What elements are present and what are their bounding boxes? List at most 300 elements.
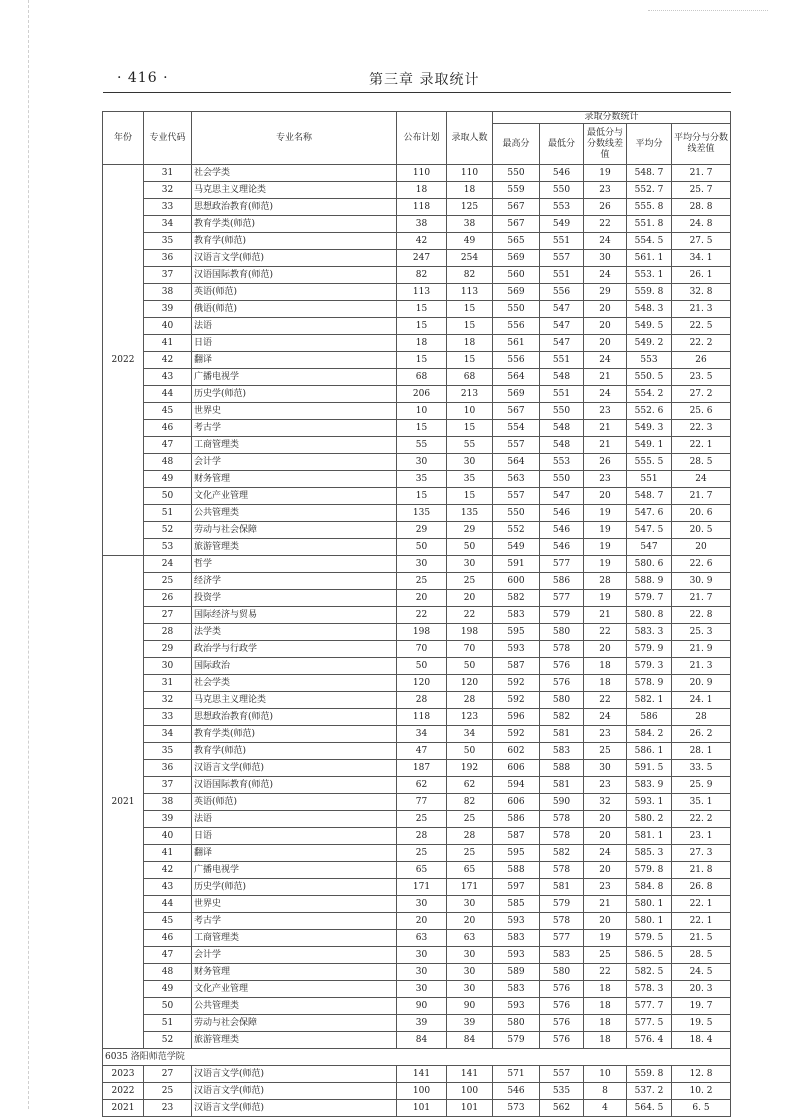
- plan-cell: 15: [397, 318, 447, 335]
- avg-diff-cell: 34. 1: [672, 250, 731, 267]
- min-score-cell: 547: [540, 335, 584, 352]
- avg-score-cell: 591. 5: [627, 760, 672, 777]
- min-diff-cell: 25: [584, 947, 627, 964]
- avg-diff-cell: 22. 1: [672, 437, 731, 454]
- admitted-cell: 22: [447, 607, 493, 624]
- max-score-cell: 556: [493, 352, 540, 369]
- major-name-cell: 劳动与社会保障: [192, 522, 397, 539]
- school-name: 6035 洛阳师范学院: [103, 1049, 731, 1066]
- avg-diff-cell: 21. 8: [672, 862, 731, 879]
- min-score-cell: 547: [540, 488, 584, 505]
- min-score-cell: 582: [540, 845, 584, 862]
- min-score-cell: 557: [540, 250, 584, 267]
- avg-score-cell: 548. 7: [627, 165, 672, 182]
- min-diff-cell: 21: [584, 420, 627, 437]
- avg-diff-cell: 21. 3: [672, 301, 731, 318]
- table-row: [103, 454, 731, 471]
- table-row: [103, 369, 731, 386]
- avg-diff-cell: 20. 5: [672, 522, 731, 539]
- plan-cell: 50: [397, 658, 447, 675]
- major-code-cell: 23: [144, 1100, 192, 1117]
- min-diff-cell: 32: [584, 794, 627, 811]
- admitted-cell: 15: [447, 420, 493, 437]
- major-name-cell: 历史学(师范): [192, 386, 397, 403]
- major-name-cell: 汉语国际教育(师范): [192, 267, 397, 284]
- major-name-cell: 投资学: [192, 590, 397, 607]
- max-score-cell: 559: [493, 182, 540, 199]
- min-score-cell: 546: [540, 505, 584, 522]
- min-diff-cell: 30: [584, 250, 627, 267]
- major-name-cell: 英语(师范): [192, 284, 397, 301]
- avg-diff-cell: 21. 5: [672, 930, 731, 947]
- major-code-cell: 28: [144, 624, 192, 641]
- min-diff-cell: 20: [584, 641, 627, 658]
- table-row: [103, 998, 731, 1015]
- max-score-cell: 587: [493, 658, 540, 675]
- avg-score-cell: 579. 3: [627, 658, 672, 675]
- major-code-cell: 46: [144, 420, 192, 437]
- table-row: [103, 216, 731, 233]
- max-score-cell: 589: [493, 964, 540, 981]
- major-name-cell: 教育学类(师范): [192, 216, 397, 233]
- avg-diff-cell: 26. 2: [672, 726, 731, 743]
- plan-cell: 171: [397, 879, 447, 896]
- admitted-cell: 28: [447, 692, 493, 709]
- table-row: [103, 471, 731, 488]
- plan-cell: 47: [397, 743, 447, 760]
- max-score-cell: 557: [493, 437, 540, 454]
- plan-cell: 30: [397, 947, 447, 964]
- avg-diff-cell: 26: [672, 352, 731, 369]
- major-name-cell: 思想政治教育(师范): [192, 199, 397, 216]
- min-diff-cell: 19: [584, 505, 627, 522]
- min-diff-cell: 8: [584, 1083, 627, 1100]
- table-row: [103, 182, 731, 199]
- min-diff-cell: 19: [584, 930, 627, 947]
- table-row: [103, 896, 731, 913]
- table-row: [103, 284, 731, 301]
- major-code-cell: 33: [144, 199, 192, 216]
- table-row: [103, 1015, 731, 1032]
- plan-cell: 198: [397, 624, 447, 641]
- major-code-cell: 42: [144, 862, 192, 879]
- plan-cell: 187: [397, 760, 447, 777]
- major-name-cell: 国际政治: [192, 658, 397, 675]
- min-score-cell: 579: [540, 896, 584, 913]
- min-diff-cell: 26: [584, 454, 627, 471]
- major-name-cell: 汉语言文学(师范): [192, 1100, 397, 1117]
- plan-cell: 29: [397, 522, 447, 539]
- admitted-cell: 100: [447, 1083, 493, 1100]
- min-score-cell: 576: [540, 981, 584, 998]
- admitted-cell: 18: [447, 335, 493, 352]
- major-code-cell: 39: [144, 811, 192, 828]
- major-name-cell: 经济学: [192, 573, 397, 590]
- major-name-cell: 考古学: [192, 913, 397, 930]
- min-diff-cell: 20: [584, 862, 627, 879]
- header-max: 最高分: [493, 124, 540, 165]
- major-name-cell: 公共管理类: [192, 505, 397, 522]
- table-row: [103, 199, 731, 216]
- max-score-cell: 596: [493, 709, 540, 726]
- admitted-cell: 15: [447, 301, 493, 318]
- max-score-cell: 554: [493, 420, 540, 437]
- admitted-cell: 30: [447, 556, 493, 573]
- admitted-cell: 25: [447, 811, 493, 828]
- max-score-cell: 556: [493, 318, 540, 335]
- avg-score-cell: 585. 3: [627, 845, 672, 862]
- table-row: [103, 811, 731, 828]
- chapter-title: 第三章 录取统计: [369, 72, 480, 88]
- major-name-cell: 工商管理类: [192, 930, 397, 947]
- max-score-cell: 569: [493, 284, 540, 301]
- major-code-cell: 37: [144, 267, 192, 284]
- max-score-cell: 564: [493, 454, 540, 471]
- major-name-cell: 工商管理类: [192, 437, 397, 454]
- min-diff-cell: 25: [584, 743, 627, 760]
- plan-cell: 34: [397, 726, 447, 743]
- avg-diff-cell: 26. 1: [672, 267, 731, 284]
- min-diff-cell: 22: [584, 692, 627, 709]
- avg-score-cell: 551. 8: [627, 216, 672, 233]
- min-score-cell: 577: [540, 930, 584, 947]
- min-diff-cell: 24: [584, 352, 627, 369]
- avg-score-cell: 579. 8: [627, 862, 672, 879]
- major-name-cell: 法语: [192, 811, 397, 828]
- max-score-cell: 557: [493, 488, 540, 505]
- plan-cell: 38: [397, 216, 447, 233]
- max-score-cell: 579: [493, 1032, 540, 1049]
- avg-diff-cell: 24. 1: [672, 692, 731, 709]
- avg-score-cell: 547. 5: [627, 522, 672, 539]
- max-score-cell: 564: [493, 369, 540, 386]
- major-code-cell: 44: [144, 386, 192, 403]
- min-diff-cell: 30: [584, 760, 627, 777]
- table-row: [103, 420, 731, 437]
- avg-diff-cell: 22. 5: [672, 318, 731, 335]
- min-diff-cell: 24: [584, 845, 627, 862]
- year-cell: 2022: [103, 1083, 144, 1100]
- min-score-cell: 557: [540, 1066, 584, 1083]
- admitted-cell: 18: [447, 182, 493, 199]
- table-row: [103, 403, 731, 420]
- major-name-cell: 政治学与行政学: [192, 641, 397, 658]
- major-name-cell: 汉语言文学(师范): [192, 760, 397, 777]
- major-name-cell: 哲学: [192, 556, 397, 573]
- major-name-cell: 考古学: [192, 420, 397, 437]
- max-score-cell: 583: [493, 607, 540, 624]
- min-diff-cell: 20: [584, 301, 627, 318]
- plan-cell: 18: [397, 335, 447, 352]
- min-diff-cell: 20: [584, 811, 627, 828]
- max-score-cell: 565: [493, 233, 540, 250]
- min-score-cell: 582: [540, 709, 584, 726]
- year-cell: 2021: [103, 1100, 144, 1117]
- major-code-cell: 24: [144, 556, 192, 573]
- min-diff-cell: 19: [584, 590, 627, 607]
- avg-diff-cell: 22. 8: [672, 607, 731, 624]
- major-code-cell: 34: [144, 216, 192, 233]
- min-score-cell: 548: [540, 369, 584, 386]
- avg-diff-cell: 27. 2: [672, 386, 731, 403]
- major-code-cell: 46: [144, 930, 192, 947]
- max-score-cell: 567: [493, 216, 540, 233]
- admitted-cell: 213: [447, 386, 493, 403]
- min-diff-cell: 19: [584, 556, 627, 573]
- major-name-cell: 旅游管理类: [192, 1032, 397, 1049]
- max-score-cell: 569: [493, 386, 540, 403]
- avg-score-cell: 581. 1: [627, 828, 672, 845]
- max-score-cell: 595: [493, 845, 540, 862]
- major-code-cell: 40: [144, 828, 192, 845]
- min-score-cell: 580: [540, 964, 584, 981]
- min-score-cell: 551: [540, 352, 584, 369]
- min-score-cell: 576: [540, 675, 584, 692]
- avg-score-cell: 584. 2: [627, 726, 672, 743]
- min-score-cell: 576: [540, 998, 584, 1015]
- major-code-cell: 39: [144, 301, 192, 318]
- admitted-cell: 82: [447, 794, 493, 811]
- major-name-cell: 法学类: [192, 624, 397, 641]
- admitted-cell: 39: [447, 1015, 493, 1032]
- min-score-cell: 583: [540, 743, 584, 760]
- major-name-cell: 法语: [192, 318, 397, 335]
- min-score-cell: 588: [540, 760, 584, 777]
- min-score-cell: 550: [540, 403, 584, 420]
- min-score-cell: 535: [540, 1083, 584, 1100]
- table-row: [103, 862, 731, 879]
- avg-diff-cell: 22. 1: [672, 913, 731, 930]
- avg-diff-cell: 28. 5: [672, 947, 731, 964]
- header-plan: 公布计划: [397, 112, 447, 165]
- min-diff-cell: 21: [584, 607, 627, 624]
- plan-cell: 62: [397, 777, 447, 794]
- max-score-cell: 563: [493, 471, 540, 488]
- min-diff-cell: 23: [584, 879, 627, 896]
- min-diff-cell: 18: [584, 981, 627, 998]
- max-score-cell: 597: [493, 879, 540, 896]
- avg-diff-cell: 19. 7: [672, 998, 731, 1015]
- major-name-cell: 思想政治教育(师范): [192, 709, 397, 726]
- plan-cell: 15: [397, 420, 447, 437]
- admitted-cell: 34: [447, 726, 493, 743]
- major-name-cell: 会计学: [192, 454, 397, 471]
- avg-score-cell: 559. 8: [627, 1066, 672, 1083]
- admitted-cell: 135: [447, 505, 493, 522]
- plan-cell: 206: [397, 386, 447, 403]
- plan-cell: 30: [397, 981, 447, 998]
- avg-score-cell: 586. 5: [627, 947, 672, 964]
- major-name-cell: 广播电视学: [192, 862, 397, 879]
- max-score-cell: 594: [493, 777, 540, 794]
- avg-diff-cell: 35. 1: [672, 794, 731, 811]
- avg-diff-cell: 30. 9: [672, 573, 731, 590]
- table-row: [103, 709, 731, 726]
- max-score-cell: 569: [493, 250, 540, 267]
- avg-diff-cell: 23. 5: [672, 369, 731, 386]
- major-name-cell: 历史学(师范): [192, 879, 397, 896]
- admitted-cell: 38: [447, 216, 493, 233]
- min-diff-cell: 23: [584, 182, 627, 199]
- table-row: [103, 488, 731, 505]
- major-code-cell: 32: [144, 182, 192, 199]
- avg-score-cell: 580. 8: [627, 607, 672, 624]
- max-score-cell: 580: [493, 1015, 540, 1032]
- header-admitted: 录取人数: [447, 112, 493, 165]
- max-score-cell: 593: [493, 947, 540, 964]
- avg-diff-cell: 28. 1: [672, 743, 731, 760]
- min-diff-cell: 23: [584, 403, 627, 420]
- admitted-cell: 90: [447, 998, 493, 1015]
- major-code-cell: 49: [144, 471, 192, 488]
- table-row: [103, 573, 731, 590]
- min-diff-cell: 20: [584, 318, 627, 335]
- plan-cell: 15: [397, 352, 447, 369]
- plan-cell: 55: [397, 437, 447, 454]
- school-header-row: [103, 1049, 731, 1066]
- avg-score-cell: 576. 4: [627, 1032, 672, 1049]
- admitted-cell: 28: [447, 828, 493, 845]
- table-row: [103, 165, 731, 182]
- avg-diff-cell: 26. 8: [672, 879, 731, 896]
- max-score-cell: 588: [493, 862, 540, 879]
- admitted-cell: 30: [447, 964, 493, 981]
- major-code-cell: 41: [144, 335, 192, 352]
- max-score-cell: 550: [493, 165, 540, 182]
- min-diff-cell: 23: [584, 471, 627, 488]
- major-code-cell: 47: [144, 947, 192, 964]
- major-code-cell: 43: [144, 879, 192, 896]
- max-score-cell: 567: [493, 199, 540, 216]
- admitted-cell: 141: [447, 1066, 493, 1083]
- avg-score-cell: 555. 8: [627, 199, 672, 216]
- table-body: [103, 165, 731, 1117]
- table-row: [103, 794, 731, 811]
- avg-diff-cell: 21. 9: [672, 641, 731, 658]
- major-name-cell: 翻译: [192, 845, 397, 862]
- plan-cell: 30: [397, 964, 447, 981]
- plan-cell: 135: [397, 505, 447, 522]
- avg-score-cell: 549. 2: [627, 335, 672, 352]
- max-score-cell: 585: [493, 896, 540, 913]
- avg-diff-cell: 20: [672, 539, 731, 556]
- plan-cell: 118: [397, 199, 447, 216]
- table-row: [103, 658, 731, 675]
- admitted-cell: 20: [447, 913, 493, 930]
- year-cell: 2021: [103, 556, 144, 1049]
- header-score-group: 录取分数统计: [493, 112, 731, 124]
- min-diff-cell: 18: [584, 658, 627, 675]
- plan-cell: 30: [397, 454, 447, 471]
- major-name-cell: 世界史: [192, 403, 397, 420]
- table-row: [103, 828, 731, 845]
- avg-score-cell: 550. 5: [627, 369, 672, 386]
- major-name-cell: 国际经济与贸易: [192, 607, 397, 624]
- max-score-cell: 573: [493, 1100, 540, 1117]
- admitted-cell: 84: [447, 1032, 493, 1049]
- max-score-cell: 550: [493, 505, 540, 522]
- binding-margin-line: [28, 0, 29, 1109]
- table-row: [103, 556, 731, 573]
- admitted-cell: 192: [447, 760, 493, 777]
- plan-cell: 25: [397, 811, 447, 828]
- table-row: [103, 1066, 731, 1083]
- min-diff-cell: 19: [584, 522, 627, 539]
- major-name-cell: 社会学类: [192, 165, 397, 182]
- min-diff-cell: 24: [584, 386, 627, 403]
- major-code-cell: 25: [144, 573, 192, 590]
- admitted-cell: 82: [447, 267, 493, 284]
- major-code-cell: 37: [144, 777, 192, 794]
- admitted-cell: 35: [447, 471, 493, 488]
- min-score-cell: 549: [540, 216, 584, 233]
- admitted-cell: 123: [447, 709, 493, 726]
- avg-diff-cell: 33. 5: [672, 760, 731, 777]
- major-code-cell: 47: [144, 437, 192, 454]
- plan-cell: 22: [397, 607, 447, 624]
- min-diff-cell: 28: [584, 573, 627, 590]
- table-row: [103, 505, 731, 522]
- min-score-cell: 578: [540, 828, 584, 845]
- plan-cell: 42: [397, 233, 447, 250]
- major-name-cell: 汉语国际教育(师范): [192, 777, 397, 794]
- avg-diff-cell: 12. 8: [672, 1066, 731, 1083]
- min-diff-cell: 26: [584, 199, 627, 216]
- plan-cell: 28: [397, 828, 447, 845]
- max-score-cell: 567: [493, 403, 540, 420]
- table-row: [103, 760, 731, 777]
- max-score-cell: 587: [493, 828, 540, 845]
- scan-noise-mark: [648, 10, 768, 13]
- avg-diff-cell: 10. 2: [672, 1083, 731, 1100]
- min-score-cell: 581: [540, 879, 584, 896]
- min-score-cell: 546: [540, 522, 584, 539]
- admitted-cell: 198: [447, 624, 493, 641]
- plan-cell: 18: [397, 182, 447, 199]
- min-diff-cell: 18: [584, 1015, 627, 1032]
- avg-score-cell: 549. 1: [627, 437, 672, 454]
- admitted-cell: 30: [447, 454, 493, 471]
- table-row: [103, 675, 731, 692]
- table-row: [103, 641, 731, 658]
- avg-score-cell: 586. 1: [627, 743, 672, 760]
- avg-diff-cell: 25. 7: [672, 182, 731, 199]
- plan-cell: 113: [397, 284, 447, 301]
- min-score-cell: 546: [540, 165, 584, 182]
- avg-score-cell: 553. 1: [627, 267, 672, 284]
- major-code-cell: 26: [144, 590, 192, 607]
- plan-cell: 50: [397, 539, 447, 556]
- min-diff-cell: 21: [584, 896, 627, 913]
- min-score-cell: 578: [540, 641, 584, 658]
- avg-score-cell: 584. 8: [627, 879, 672, 896]
- avg-score-cell: 549. 5: [627, 318, 672, 335]
- avg-diff-cell: 18. 4: [672, 1032, 731, 1049]
- header-avg-diff: 平均分与分数线差值: [672, 124, 731, 165]
- major-code-cell: 51: [144, 505, 192, 522]
- avg-diff-cell: 22. 2: [672, 811, 731, 828]
- admitted-cell: 70: [447, 641, 493, 658]
- max-score-cell: 593: [493, 998, 540, 1015]
- major-name-cell: 英语(师范): [192, 794, 397, 811]
- admitted-cell: 55: [447, 437, 493, 454]
- major-name-cell: 公共管理类: [192, 998, 397, 1015]
- plan-cell: 63: [397, 930, 447, 947]
- header-min-diff: 最低分与分数线差值: [584, 124, 627, 165]
- avg-score-cell: 552. 6: [627, 403, 672, 420]
- max-score-cell: 593: [493, 641, 540, 658]
- avg-score-cell: 583. 9: [627, 777, 672, 794]
